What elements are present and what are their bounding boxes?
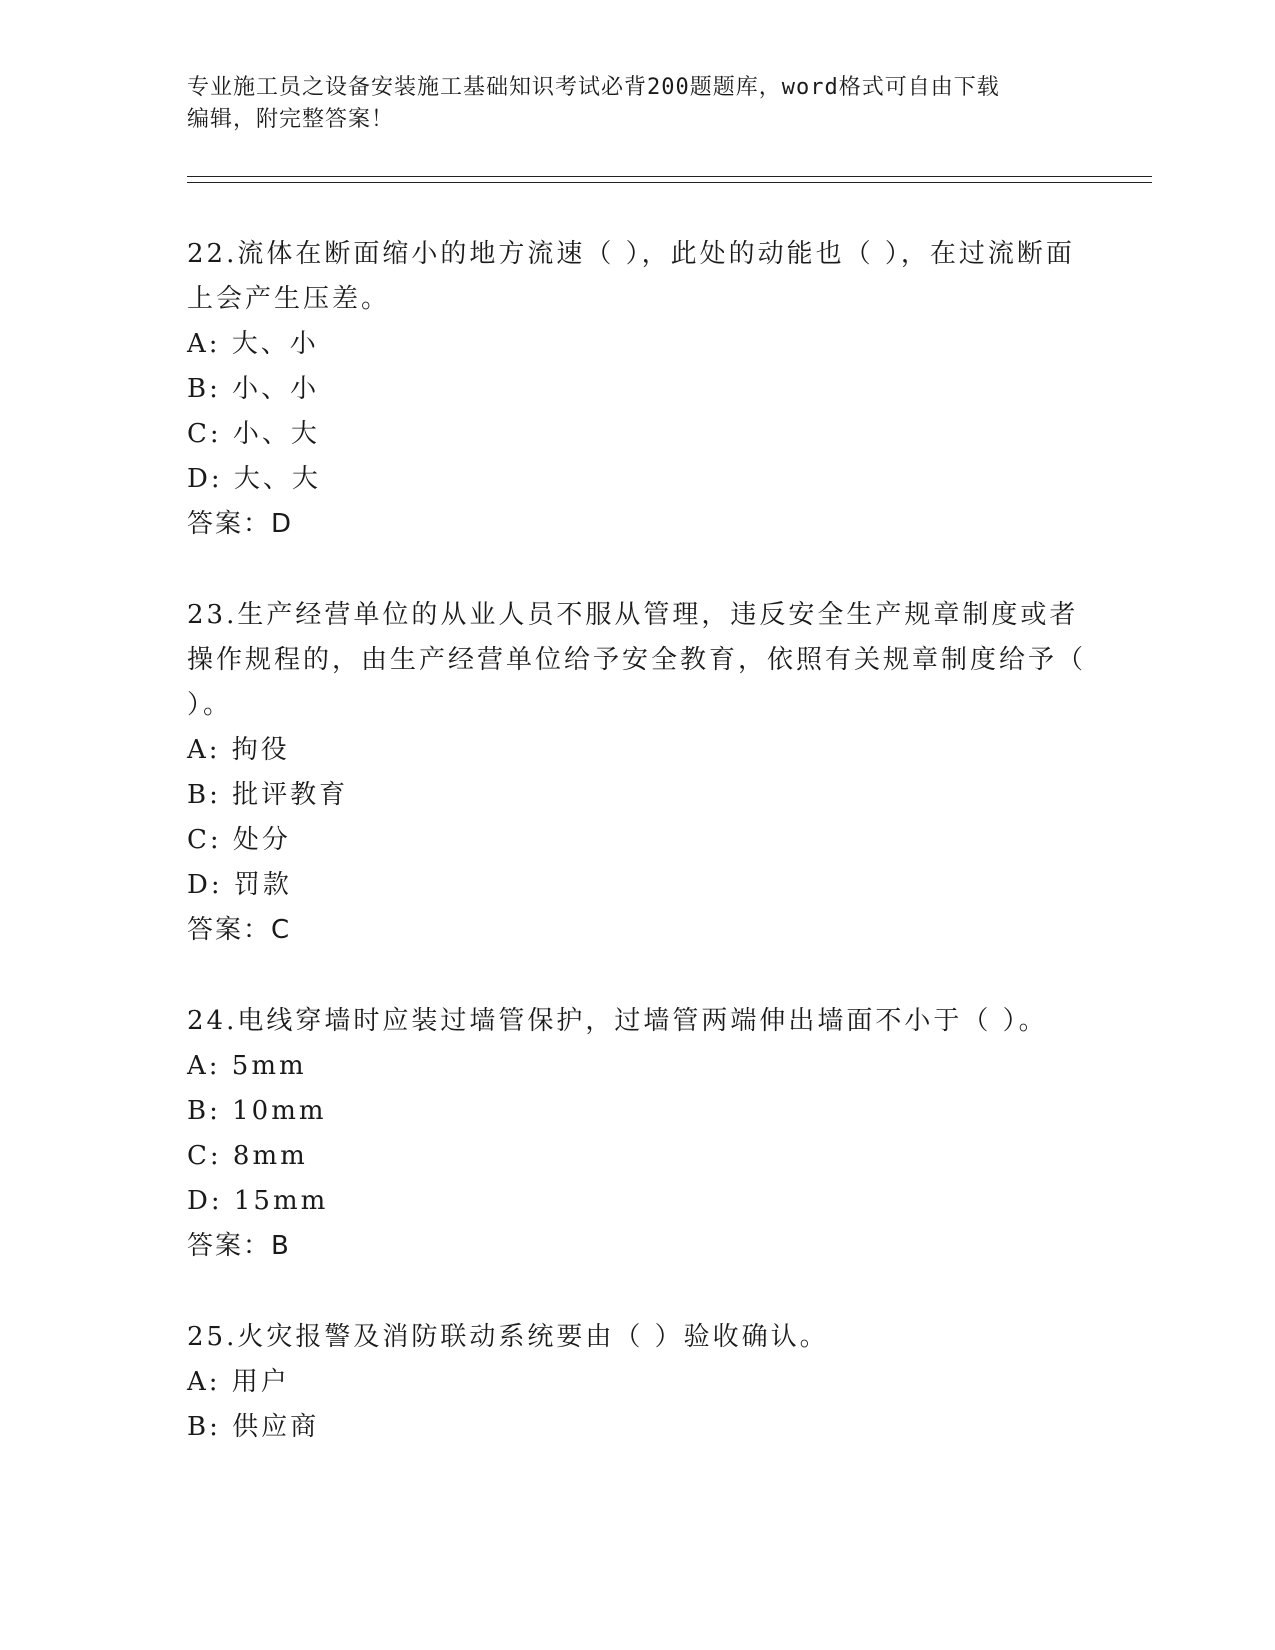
option-d: D: 大、大 bbox=[187, 464, 321, 494]
question-24 bbox=[187, 999, 1087, 1269]
question-23 bbox=[187, 593, 1087, 953]
option-b: B: 10mm bbox=[187, 1096, 327, 1126]
question-text: 22.流体在断面缩小的地方流速（ ），此处的动能也（ ），在过流断面上会产生压差。 bbox=[187, 239, 1075, 314]
header-title-line1: 专业施工员之设备安装施工基础知识考试必背200题题库，word格式可自由下载 bbox=[187, 75, 1000, 100]
answer-line: 答案：B bbox=[187, 1231, 291, 1261]
option-d: D: 罚款 bbox=[187, 870, 292, 900]
option-a: A: 大、小 bbox=[187, 329, 319, 359]
option-a: A: 5mm bbox=[187, 1051, 307, 1081]
question-list bbox=[187, 232, 1087, 1496]
question-text: 25.火灾报警及消防联动系统要由（ ）验收确认。 bbox=[187, 1322, 829, 1352]
answer-line: 答案：C bbox=[187, 915, 292, 945]
question-25 bbox=[187, 1315, 1087, 1450]
header-divider-bottom bbox=[187, 182, 1152, 183]
header-title-line2: 编辑，附完整答案！ bbox=[187, 107, 395, 132]
header-divider-top bbox=[187, 176, 1152, 177]
document-header bbox=[187, 72, 1067, 136]
option-b: B: 批评教育 bbox=[187, 780, 349, 810]
option-b: B: 小、小 bbox=[187, 374, 320, 404]
question-text: 23.生产经营单位的从业人员不服从管理，违反安全生产规章制度或者操作规程的，由生产经营单位给予安全教育，依照有关规章制度给予（ ）。 bbox=[187, 600, 1087, 720]
option-a: A: 用户 bbox=[187, 1367, 290, 1397]
question-22 bbox=[187, 232, 1087, 547]
option-c: C: 8mm bbox=[187, 1141, 308, 1171]
option-d: D: 15mm bbox=[187, 1186, 329, 1216]
option-b: B: 供应商 bbox=[187, 1412, 320, 1442]
answer-line: 答案：D bbox=[187, 509, 294, 539]
option-c: C: 处分 bbox=[187, 825, 291, 855]
option-a: A: 拘役 bbox=[187, 735, 290, 765]
option-c: C: 小、大 bbox=[187, 419, 320, 449]
question-text: 24.电线穿墙时应装过墙管保护，过墙管两端伸出墙面不小于（ ）。 bbox=[187, 1006, 1048, 1036]
